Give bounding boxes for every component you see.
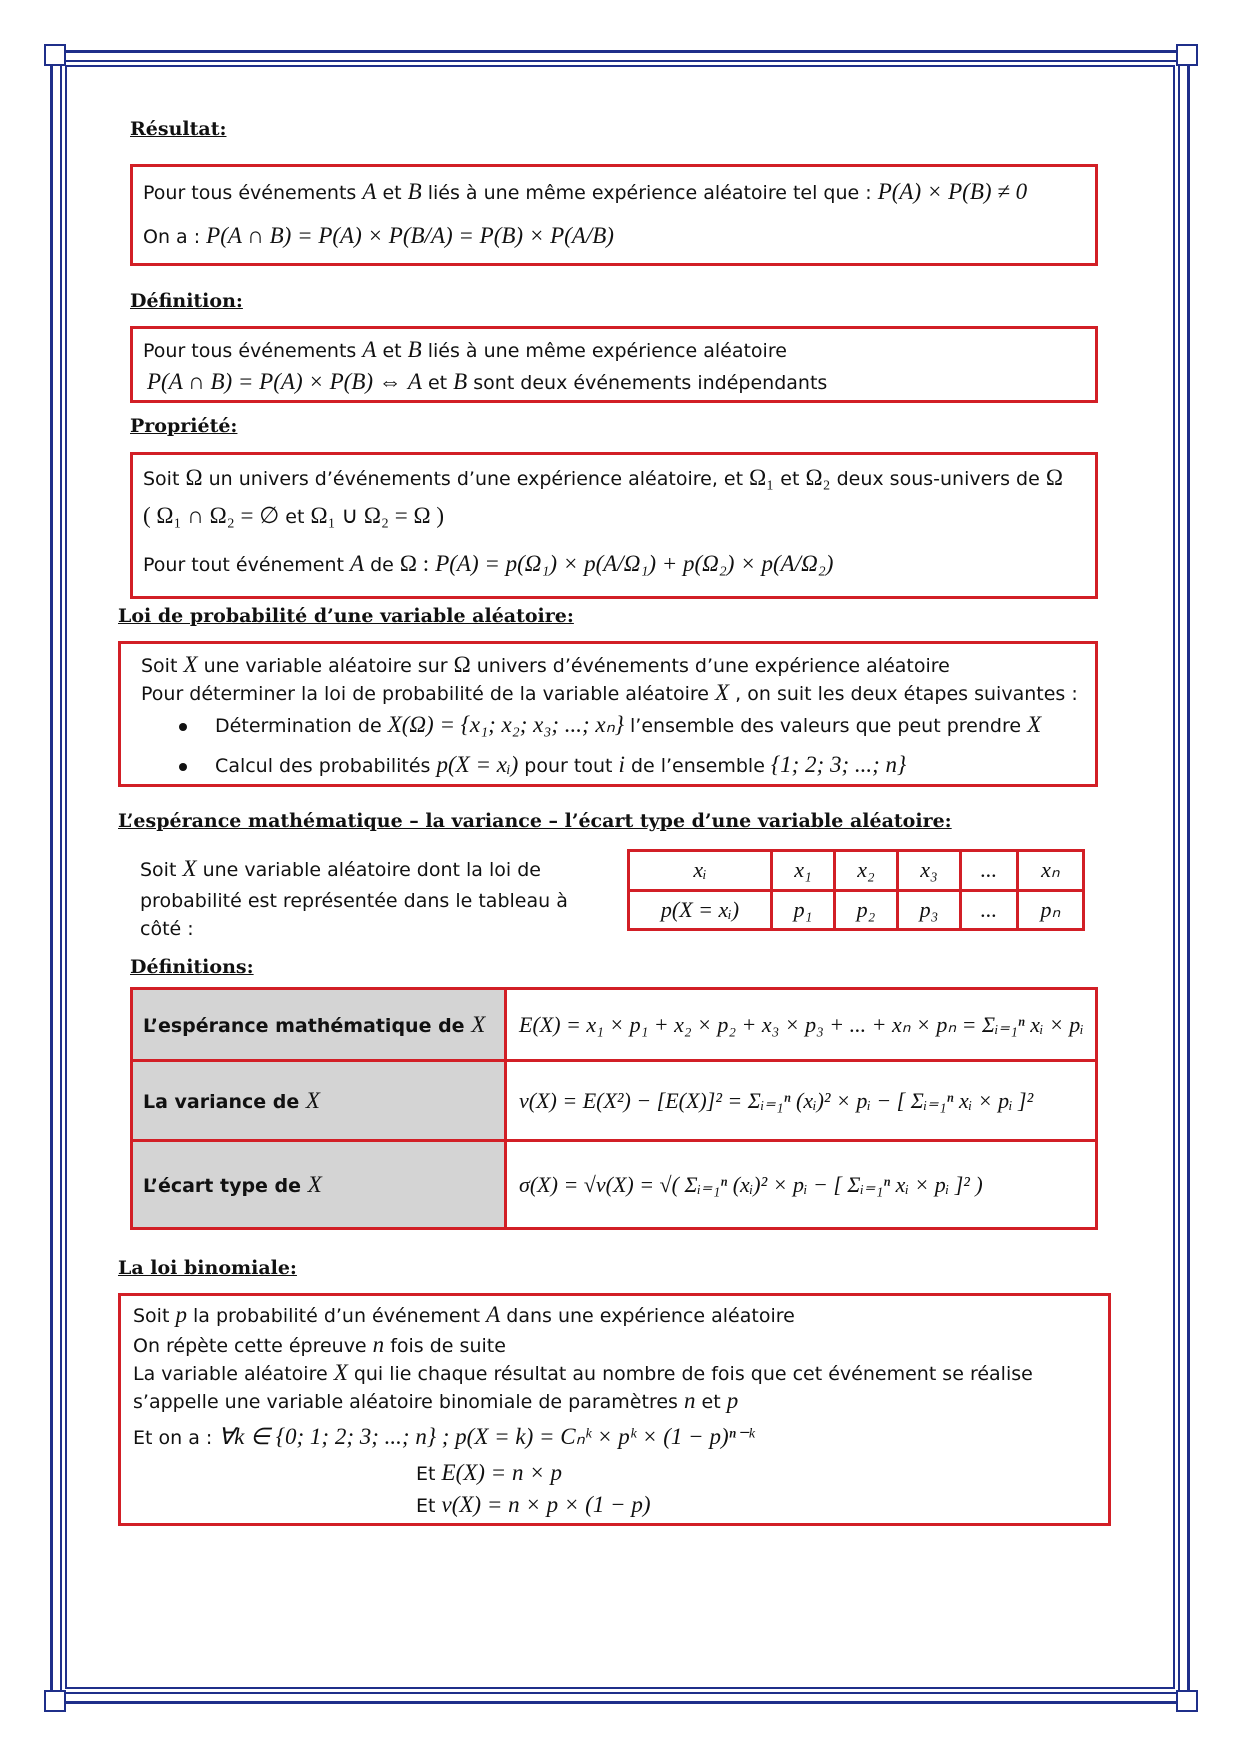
text: Pour tous événements (143, 182, 357, 204)
text: fois de suite (390, 1335, 506, 1357)
text: Calcul des probabilités (215, 755, 431, 777)
table-row (132, 989, 1097, 1061)
math-var: Ω (185, 465, 203, 490)
math-var: B (407, 337, 422, 362)
binomiale-box (118, 1293, 1111, 1526)
text: et (701, 1391, 721, 1413)
definition-heading: Définition: (130, 290, 243, 312)
text: univers d’événements d’une expérience aléatoire (476, 655, 950, 677)
text: On répète cette épreuve (133, 1335, 367, 1357)
text: Soit (143, 468, 180, 490)
formula: ( Ω₁ ∩ Ω₂ = ∅ (143, 503, 280, 528)
text: , on suit les deux étapes suivantes : (735, 683, 1078, 705)
math-var: p (175, 1302, 187, 1327)
definitions-table (130, 987, 1098, 1230)
math-var: Ω : (399, 551, 430, 576)
text: On a : (143, 226, 201, 248)
formula: ν(X) = n × p × (1 − p) (441, 1492, 651, 1517)
label-text: L’espérance mathématique de (143, 1014, 465, 1037)
table-cell: x₃ (898, 851, 961, 891)
definition-label (132, 1061, 506, 1141)
text: une variable aléatoire dont la loi de (202, 859, 541, 881)
text: de l’ensemble (630, 755, 765, 777)
formula: P(A) = p(Ω₁) × p(A/Ω₁) + p(Ω₂) × p(A/Ω₂) (435, 551, 834, 576)
table-cell: x₁ (772, 851, 835, 891)
text: et (780, 468, 800, 490)
math-var: Ω (453, 652, 471, 677)
math-var: X (333, 1360, 348, 1385)
table-row (629, 890, 1084, 930)
text: un univers d’événements d’une expérience aléatoire, et (208, 468, 744, 490)
math-var: X (471, 1011, 486, 1037)
math-var: A (362, 179, 377, 204)
text: Soit (140, 859, 177, 881)
math-var: X (183, 652, 198, 677)
math-var: A (486, 1302, 501, 1327)
text: Soit (141, 655, 178, 677)
formula: Ω₁ ∪ Ω₂ = Ω ) (310, 503, 445, 528)
distribution-table (627, 849, 1085, 931)
text: de (370, 554, 394, 576)
table-cell: p₁ (772, 890, 835, 930)
math-var: X (715, 680, 730, 705)
definition-formula: E(X) = x₁ × p₁ + x₂ × p₂ + x₃ × p₃ + ... + xₙ × pₙ = Σᵢ₌₁ⁿ xᵢ × pᵢ (506, 989, 1097, 1061)
text: Pour déterminer la loi de probabilité de la variable aléatoire (141, 683, 709, 705)
text: sont deux événements indépendants (473, 372, 828, 394)
math-var: X (1027, 712, 1042, 737)
math-var: Ω₁ (749, 465, 775, 490)
loi-box (118, 641, 1098, 787)
table-row (132, 1061, 1097, 1141)
definition-formula: σ(X) = √ν(X) = √( Σᵢ₌₁ⁿ (xᵢ)² × pᵢ − [ Σᵢ₌₁ⁿ xᵢ × pᵢ ]² ) (506, 1141, 1097, 1229)
math-var: A (350, 551, 365, 576)
math-var: A (407, 369, 422, 394)
text: et (382, 340, 402, 362)
resultat-box (130, 164, 1098, 266)
label-text: La variance de (143, 1090, 300, 1113)
label-text: L’écart type de (143, 1174, 302, 1197)
definition-label (132, 989, 506, 1061)
formula: ∀k ∈ {0; 1; 2; 3; ...; n} ; p(X = k) = Cₙᵏ × pᵏ × (1 − p)ⁿ⁻ᵏ (218, 1424, 755, 1449)
table-cell: xₙ (1017, 851, 1083, 891)
math-var: n (372, 1332, 385, 1357)
text: La variable aléatoire (133, 1363, 328, 1385)
text: Soit (133, 1305, 170, 1327)
binomiale-heading: La loi binomiale: (118, 1257, 297, 1279)
propriete-box (130, 452, 1098, 599)
text: s’appelle une variable aléatoire binomiale de paramètres (133, 1391, 678, 1413)
corner-ornament (1176, 1690, 1198, 1712)
math-var: X (307, 1171, 322, 1197)
text: et (285, 506, 305, 528)
text: Détermination de (215, 715, 382, 737)
math-var: i (618, 752, 625, 777)
math-var: p (726, 1388, 739, 1413)
table-cell: p(X = xᵢ) (629, 890, 772, 930)
corner-ornament (1176, 44, 1198, 66)
text: et (427, 372, 448, 394)
definition-label (132, 1141, 506, 1229)
formula: {1; 2; 3; ...; n} (770, 752, 907, 777)
text: Et (416, 1463, 436, 1485)
text: une variable aléatoire sur (203, 655, 448, 677)
propriete-heading: Propriété: (130, 415, 238, 437)
corner-ornament (44, 1690, 66, 1712)
definition-formula: ν(X) = E(X²) − [E(X)]² = Σᵢ₌₁ⁿ (xᵢ)² × pᵢ − [ Σᵢ₌₁ⁿ xᵢ × pᵢ ]² (506, 1061, 1097, 1141)
text: la probabilité d’un événement (193, 1305, 481, 1327)
formula: E(X) = n × p (441, 1460, 562, 1485)
text: Pour tous événements (143, 340, 357, 362)
table-cell: ... (961, 851, 1018, 891)
math-var: A (362, 337, 377, 362)
corner-ornament (44, 44, 66, 66)
table-cell: p₃ (898, 890, 961, 930)
formula: X(Ω) = {x₁; x₂; x₃; ...; xₙ} (387, 712, 624, 737)
text: Pour tout événement (143, 554, 344, 576)
formula: P(A ∩ B) = P(A) × P(B) ⇔ (147, 369, 402, 394)
math-var: B (407, 179, 422, 204)
text: pour tout (524, 755, 613, 777)
math-var: Ω₂ (805, 465, 831, 490)
table-row (629, 851, 1084, 891)
bullet-icon (179, 763, 187, 771)
table-cell: xᵢ (629, 851, 772, 891)
definition-box (130, 326, 1098, 403)
text: côté : (140, 918, 194, 940)
text: qui lie chaque résultat au nombre de fois que cet événement se réalise (353, 1363, 1033, 1385)
formula: p(X = xᵢ) (436, 752, 519, 777)
esperance-intro (140, 852, 580, 944)
formula: P(A ∩ B) = P(A) × P(B/A) = P(B) × P(A/B) (206, 223, 614, 248)
text: dans une expérience aléatoire (506, 1305, 795, 1327)
text: liés à une même expérience aléatoire tel que : (427, 182, 872, 204)
formula: P(A) × P(B) ≠ 0 (877, 179, 1028, 204)
text: Et (416, 1495, 436, 1517)
table-cell: x₂ (835, 851, 898, 891)
math-var: X (182, 856, 197, 881)
math-var: Ω (1045, 465, 1063, 490)
esperance-heading: L’espérance mathématique – la variance – l’écart type d’une variable aléatoire: (118, 810, 952, 832)
table-cell: pₙ (1017, 890, 1083, 930)
table-cell: p₂ (835, 890, 898, 930)
text: Et on a : (133, 1427, 213, 1449)
math-var: X (305, 1087, 320, 1113)
loi-heading: Loi de probabilité d’une variable aléatoire: (118, 605, 574, 627)
definitions-heading: Définitions: (130, 956, 254, 978)
table-row (132, 1141, 1097, 1229)
math-var: n (683, 1388, 696, 1413)
text: deux sous-univers de (836, 468, 1040, 490)
table-cell: ... (961, 890, 1018, 930)
math-var: B (453, 369, 468, 394)
text: l’ensemble des valeurs que peut prendre (630, 715, 1022, 737)
text: et (382, 182, 402, 204)
text: liés à une même expérience aléatoire (427, 340, 787, 362)
text: probabilité est représentée dans le tableau à (140, 889, 568, 912)
bullet-icon (179, 723, 187, 731)
resultat-heading: Résultat: (130, 118, 227, 140)
